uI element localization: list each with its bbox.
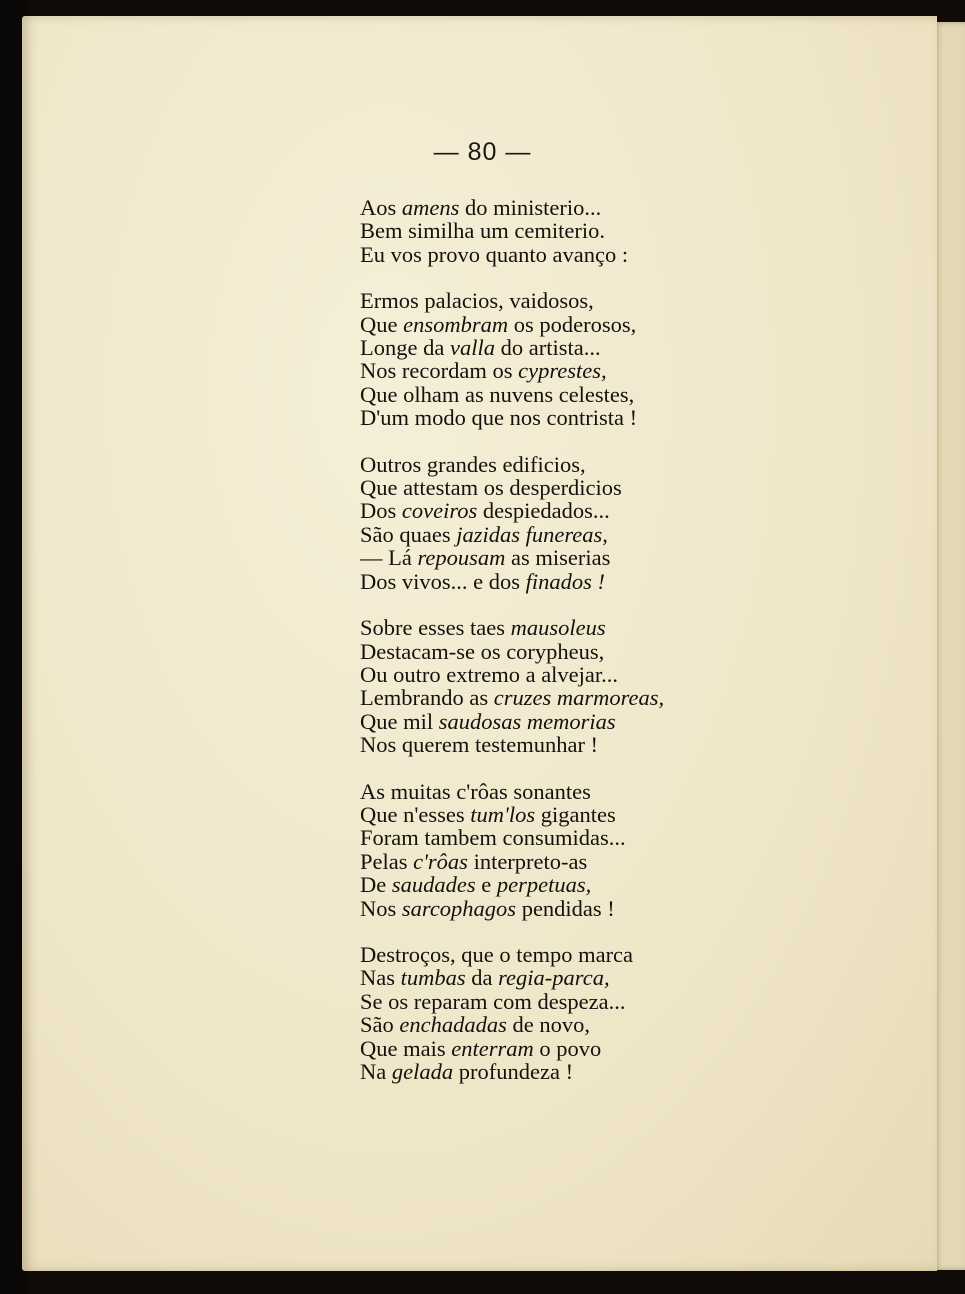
verse-text: D'um modo que nos contrista ! xyxy=(360,405,638,431)
verse-text: Pelas xyxy=(360,848,414,874)
verse-line xyxy=(360,1013,880,1036)
verse-line xyxy=(360,1060,880,1083)
italic-text: tumbas xyxy=(400,965,466,991)
verse-text: do artista... xyxy=(494,335,601,361)
verse-text: Ou outro extremo a alvejar... xyxy=(360,661,619,687)
page-number: — 80 — xyxy=(433,138,532,166)
verse-line xyxy=(360,499,880,522)
next-page-edge xyxy=(933,22,965,1270)
verse-text: Foram tambem consumidas... xyxy=(360,825,626,851)
italic-text: ensombram xyxy=(403,311,509,337)
verse-line xyxy=(360,897,880,920)
verse-line xyxy=(360,943,880,966)
italic-text: perpetuas, xyxy=(496,872,592,898)
verse-line xyxy=(360,313,880,336)
verse-line xyxy=(360,383,880,406)
verse-line xyxy=(360,359,880,382)
verse-line xyxy=(360,219,880,242)
italic-text: amens xyxy=(401,195,460,220)
verse-text: Nas xyxy=(360,965,401,991)
verse-line xyxy=(360,1037,880,1060)
verse-text: Que xyxy=(360,311,404,337)
verse-line xyxy=(360,243,880,266)
verse-text: As muitas c'rôas sonantes xyxy=(360,778,591,804)
verse-text: Dos vivos... e dos xyxy=(360,568,526,594)
verse-line xyxy=(360,570,880,593)
stanza xyxy=(360,943,880,1083)
verse-text: Que olham as nuvens celestes, xyxy=(360,381,635,407)
italic-text: finados ! xyxy=(525,568,606,594)
verse-line xyxy=(360,710,880,733)
verse-text: e xyxy=(475,872,497,898)
verse-text: do ministerio... xyxy=(459,195,602,220)
verse-text: pendidas ! xyxy=(516,895,615,921)
verse-text: Que n'esses xyxy=(360,801,471,827)
italic-text: enterram xyxy=(451,1035,534,1061)
verse-text: as miserias xyxy=(505,545,611,571)
verse-text: Nos xyxy=(360,895,402,921)
verse-text: Ermos palacios, vaidosos, xyxy=(360,288,594,314)
italic-text: sarcophagos xyxy=(401,895,517,921)
italic-text: coveiros xyxy=(401,498,478,524)
verse-text: Aos xyxy=(360,195,402,220)
verse-line xyxy=(360,546,880,569)
verse-text: da xyxy=(465,965,499,991)
verse-text: Destacam-se os corypheus, xyxy=(360,638,605,664)
verse-text: Dos xyxy=(360,498,402,524)
verse-text: De xyxy=(360,872,392,898)
verse-line xyxy=(360,663,880,686)
verse-line xyxy=(360,966,880,989)
verse-text: gigantes xyxy=(535,801,616,827)
verse-line xyxy=(360,686,880,709)
verse-text: Sobre esses taes xyxy=(360,615,511,641)
italic-text: cruzes marmoreas, xyxy=(493,685,665,711)
verse-text: Lembrando as xyxy=(360,685,494,711)
verse-text: o povo xyxy=(533,1035,602,1061)
italic-text: gelada xyxy=(391,1059,454,1084)
stanza xyxy=(360,289,880,429)
italic-text: cyprestes, xyxy=(518,358,607,384)
verse-text: de novo, xyxy=(506,1012,590,1038)
verse-text: Outros grandes edificios, xyxy=(360,451,586,477)
verse-text: Bem similha um cemiterio. xyxy=(360,218,605,244)
italic-text: tum'los xyxy=(470,801,536,827)
verse-line xyxy=(360,640,880,663)
verse-text: Que attestam os desperdicios xyxy=(360,475,622,501)
verse-text: os poderosos, xyxy=(508,311,637,337)
verse-text: Que mais xyxy=(360,1035,452,1061)
verse-text: profundeza ! xyxy=(453,1059,574,1084)
verse-text: Se os reparam com despeza... xyxy=(360,988,626,1014)
poem xyxy=(360,196,880,1106)
verse-text: Destroços, que o tempo marca xyxy=(360,941,634,967)
verse-text: Eu vos provo quanto avanço : xyxy=(360,241,629,267)
stanza xyxy=(360,196,880,266)
verse-line xyxy=(360,289,880,312)
stanza xyxy=(360,780,880,920)
verse-text: Que mil xyxy=(360,708,439,734)
verse-text: Longe da xyxy=(360,335,450,361)
verse-line xyxy=(360,780,880,803)
verse-text: Nos recordam os xyxy=(360,358,519,384)
verse-line xyxy=(360,826,880,849)
verse-line xyxy=(360,803,880,826)
verse-line xyxy=(360,406,880,429)
verse-line xyxy=(360,616,880,639)
italic-text: saudosas memorias xyxy=(438,708,616,734)
verse-line xyxy=(360,990,880,1013)
verse-line xyxy=(360,850,880,873)
italic-text: c'rôas xyxy=(413,848,468,874)
verse-text: — Lá xyxy=(360,545,418,571)
italic-text: jazidas funereas, xyxy=(456,521,608,547)
verse-text: despiedados... xyxy=(477,498,610,524)
verse-line xyxy=(360,453,880,476)
verse-text: São xyxy=(360,1012,400,1038)
verse-line xyxy=(360,476,880,499)
italic-text: enchadadas xyxy=(399,1012,507,1038)
verse-line xyxy=(360,336,880,359)
verse-line xyxy=(360,733,880,756)
verse-text: Nos querem testemunhar ! xyxy=(360,732,599,758)
stanza xyxy=(360,453,880,593)
italic-text: regia-parca, xyxy=(498,965,610,991)
italic-text: valla xyxy=(449,335,495,361)
verse-text: Na xyxy=(360,1059,392,1084)
verse-line xyxy=(360,873,880,896)
italic-text: repousam xyxy=(417,545,506,571)
verse-text: São quaes xyxy=(360,521,457,547)
italic-text: mausoleus xyxy=(510,615,606,641)
verse-text: interpreto-as xyxy=(467,848,588,874)
italic-text: saudades xyxy=(391,872,476,898)
verse-line xyxy=(360,196,880,219)
verse-line xyxy=(360,523,880,546)
stanza xyxy=(360,616,880,756)
